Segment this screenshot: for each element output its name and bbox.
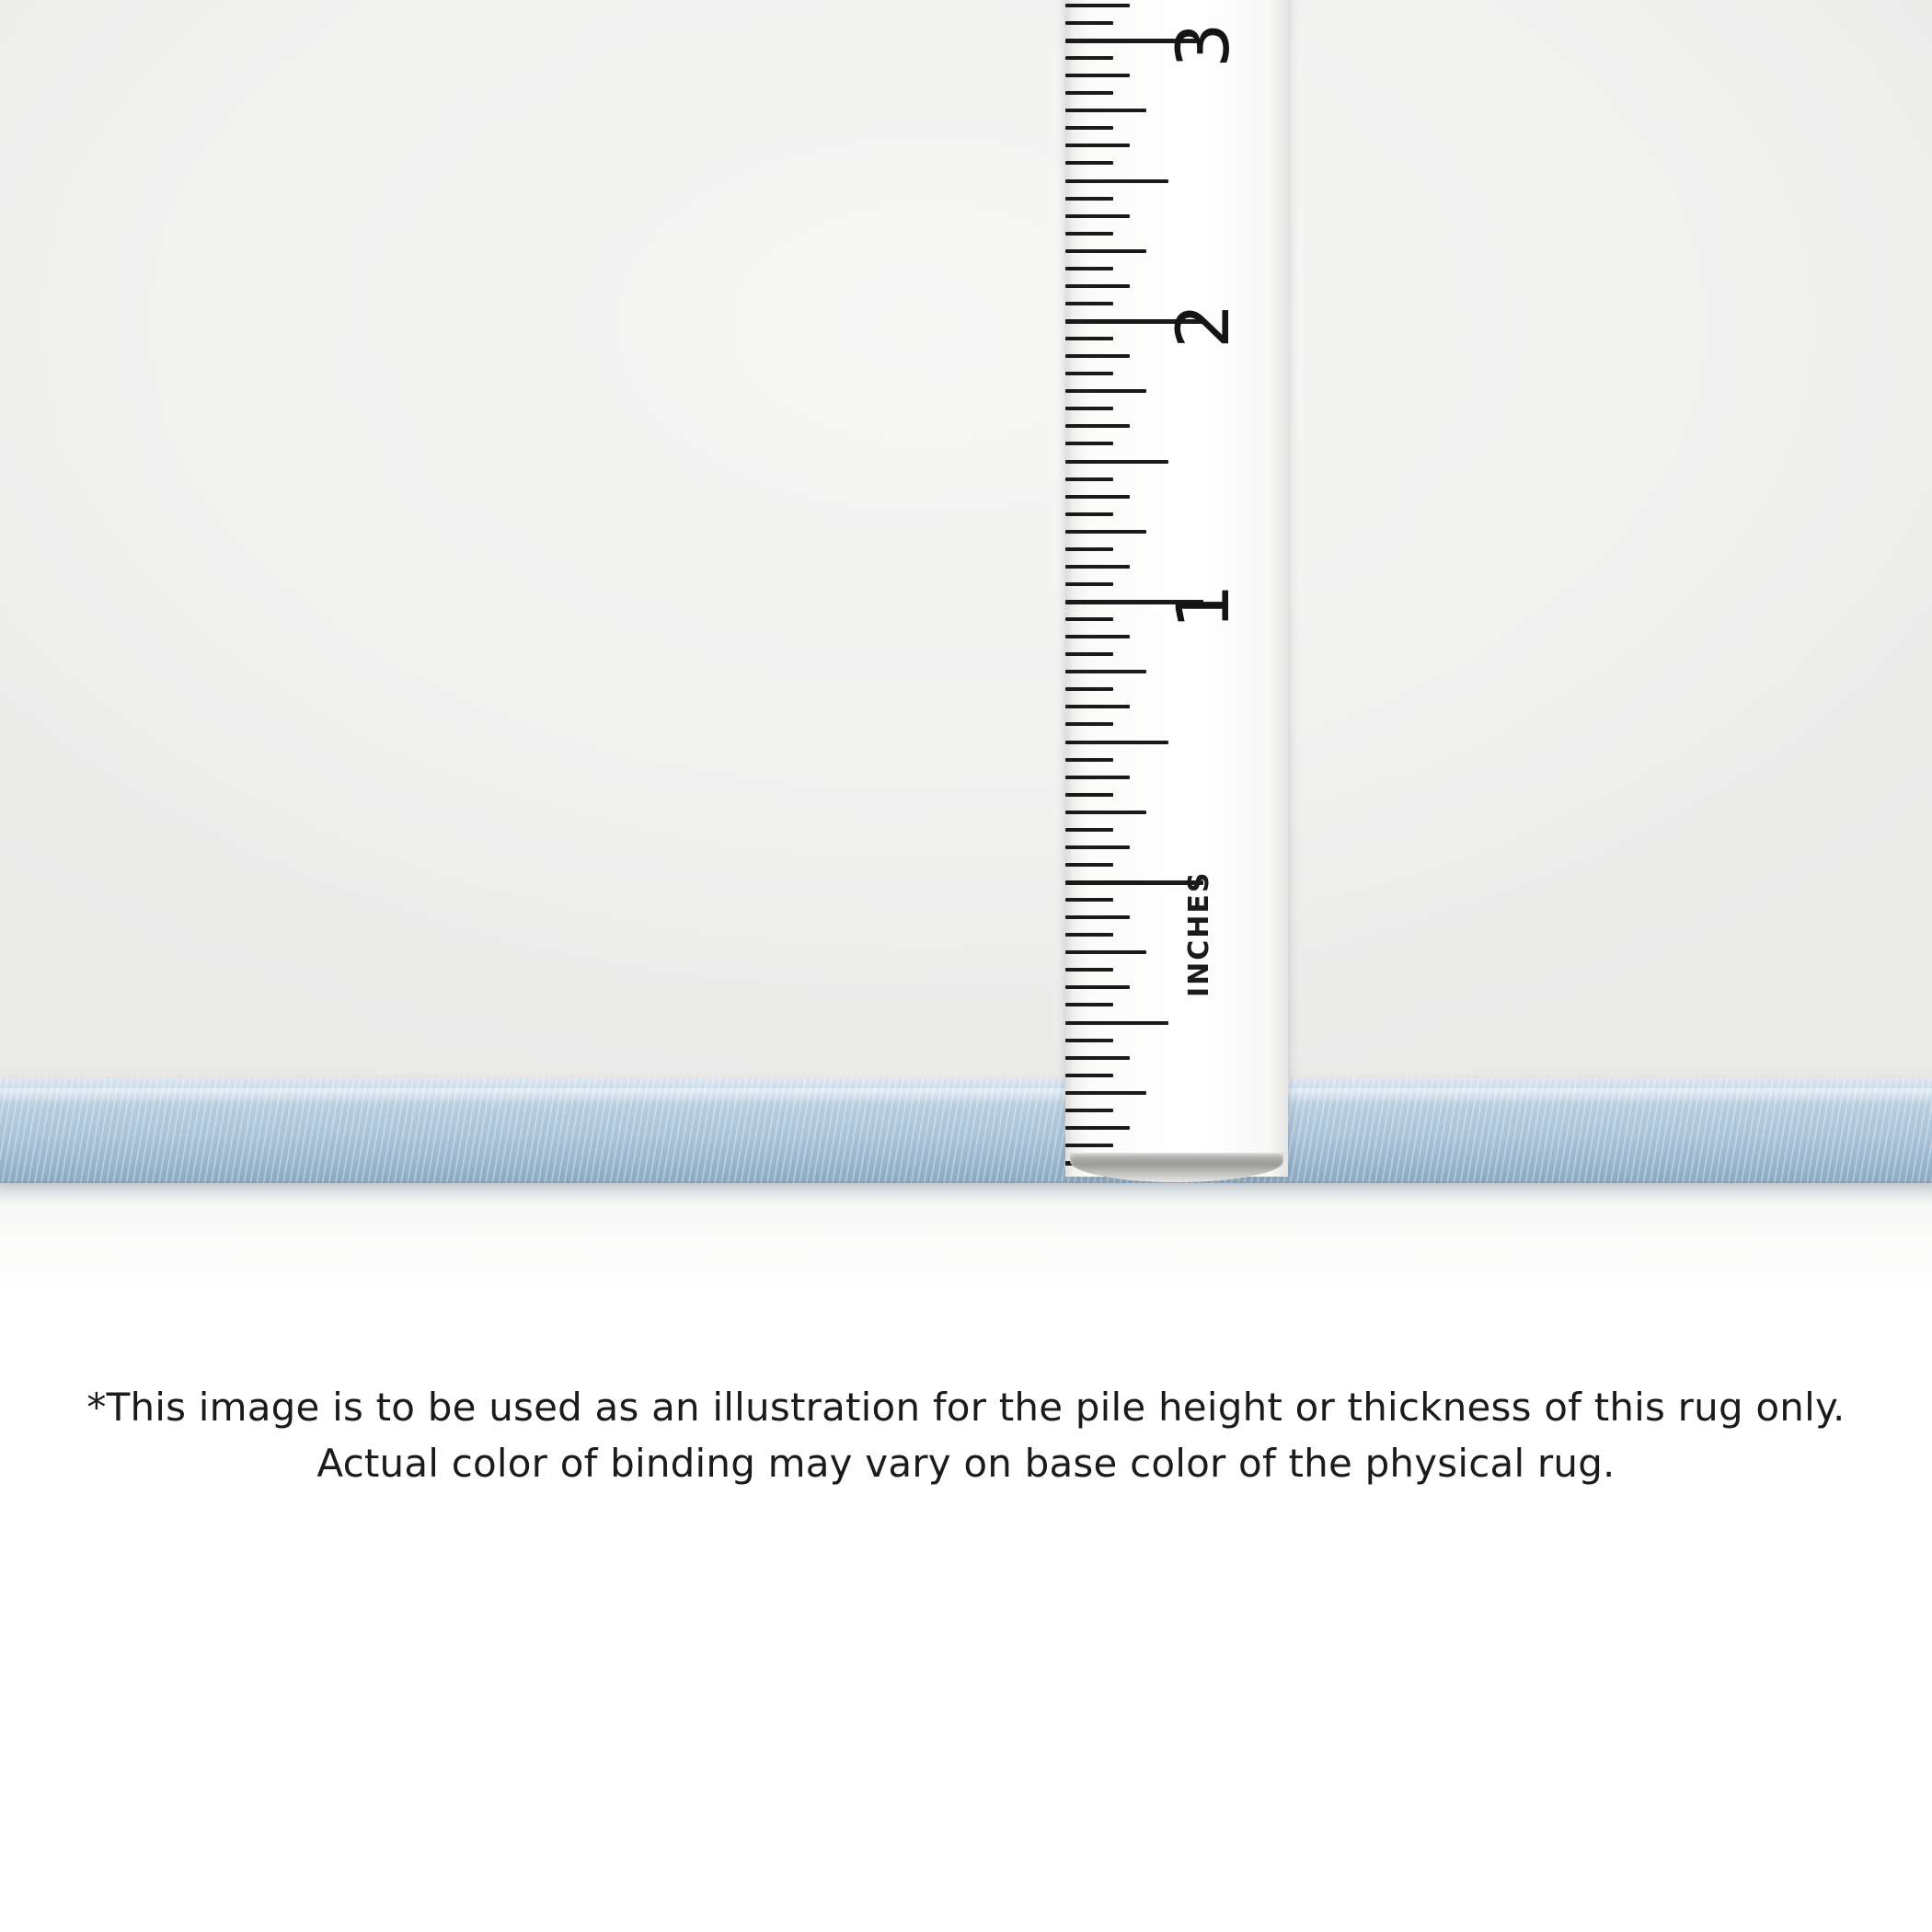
ruler-tick <box>1065 21 1113 25</box>
ruler-tick <box>1065 477 1113 481</box>
ruler-tick <box>1065 933 1113 937</box>
ruler-tick <box>1065 670 1146 673</box>
caption-line-2: Actual color of binding may vary on base color of the physical rug. <box>316 1440 1616 1486</box>
ruler-tick <box>1065 1003 1113 1006</box>
ruler-tick <box>1065 424 1130 428</box>
ruler-tick <box>1065 530 1146 534</box>
ruler-tick <box>1065 302 1113 305</box>
ruler-tick <box>1065 687 1113 691</box>
ruler-tick <box>1065 126 1113 130</box>
ruler-unit-label: INCHES <box>1183 870 1215 997</box>
ruler-tick <box>1065 1091 1146 1095</box>
ruler-tick <box>1065 705 1130 708</box>
ruler-tick <box>1065 512 1113 516</box>
ruler-tick <box>1065 1039 1113 1042</box>
ruler-tick <box>1065 144 1130 147</box>
ruler-tick <box>1065 1056 1130 1060</box>
ruler-tick <box>1065 337 1113 340</box>
ruler-tick <box>1065 828 1113 832</box>
ruler-tick <box>1065 863 1113 867</box>
ruler-tick <box>1065 442 1113 445</box>
ruler-number-2: 2 <box>1163 303 1246 349</box>
ruler-tick <box>1065 898 1113 902</box>
ruler-tick <box>1065 565 1130 569</box>
ruler-tick <box>1065 389 1146 393</box>
photo-floor-surface <box>0 1180 1932 1316</box>
ruler-tick <box>1065 179 1168 183</box>
ruler-tick <box>1065 547 1113 551</box>
caption-line-1: *This image is to be used as an illustration for the pile height or thickness of this rug only. <box>86 1385 1846 1430</box>
measuring-ruler <box>1065 0 1288 1177</box>
ruler-tick <box>1065 845 1130 849</box>
ruler-tick <box>1065 582 1113 586</box>
ruler-tick <box>1065 1126 1130 1130</box>
ruler-tick <box>1065 915 1130 919</box>
ruler-tick <box>1065 232 1113 236</box>
ruler-tick <box>1065 758 1113 762</box>
ruler-tick <box>1065 617 1113 621</box>
ruler-tick <box>1065 109 1146 112</box>
ruler-tick <box>1065 1021 1168 1025</box>
ruler-tick <box>1065 811 1146 814</box>
ruler-tick <box>1065 161 1113 165</box>
ruler-tick <box>1065 950 1146 954</box>
ruler-tick <box>1065 354 1130 358</box>
ruler-tick <box>1065 722 1113 726</box>
ruler-tick <box>1065 249 1146 253</box>
ruler-tick <box>1065 652 1113 656</box>
disclaimer-caption <box>0 1380 1932 1492</box>
ruler-number-1: 1 <box>1163 583 1246 629</box>
ruler-tick <box>1065 214 1130 218</box>
ruler-tick <box>1065 74 1130 77</box>
ruler-tick <box>1065 793 1113 797</box>
ruler-tick <box>1065 284 1130 288</box>
ruler-tick <box>1065 460 1168 464</box>
rug-binding-edge <box>0 1078 1932 1183</box>
ruler-tick <box>1065 197 1113 201</box>
ruler-tick <box>1065 776 1130 779</box>
ruler-tick <box>1065 1074 1113 1077</box>
ruler-tick <box>1065 968 1113 972</box>
ruler-tick <box>1065 407 1113 410</box>
ruler-tick <box>1065 91 1113 95</box>
ruler-tick <box>1065 4 1130 7</box>
ruler-tick <box>1065 56 1113 60</box>
ruler-tick <box>1065 495 1130 499</box>
ruler-tick <box>1065 985 1130 989</box>
ruler-tick <box>1065 741 1168 744</box>
ruler-tick <box>1065 1109 1113 1112</box>
ruler-tick <box>1065 635 1130 638</box>
ruler-number-3: 3 <box>1163 22 1246 68</box>
ruler-tick <box>1065 1144 1113 1147</box>
ruler-tick <box>1065 372 1113 375</box>
ruler-tick <box>1065 267 1113 270</box>
